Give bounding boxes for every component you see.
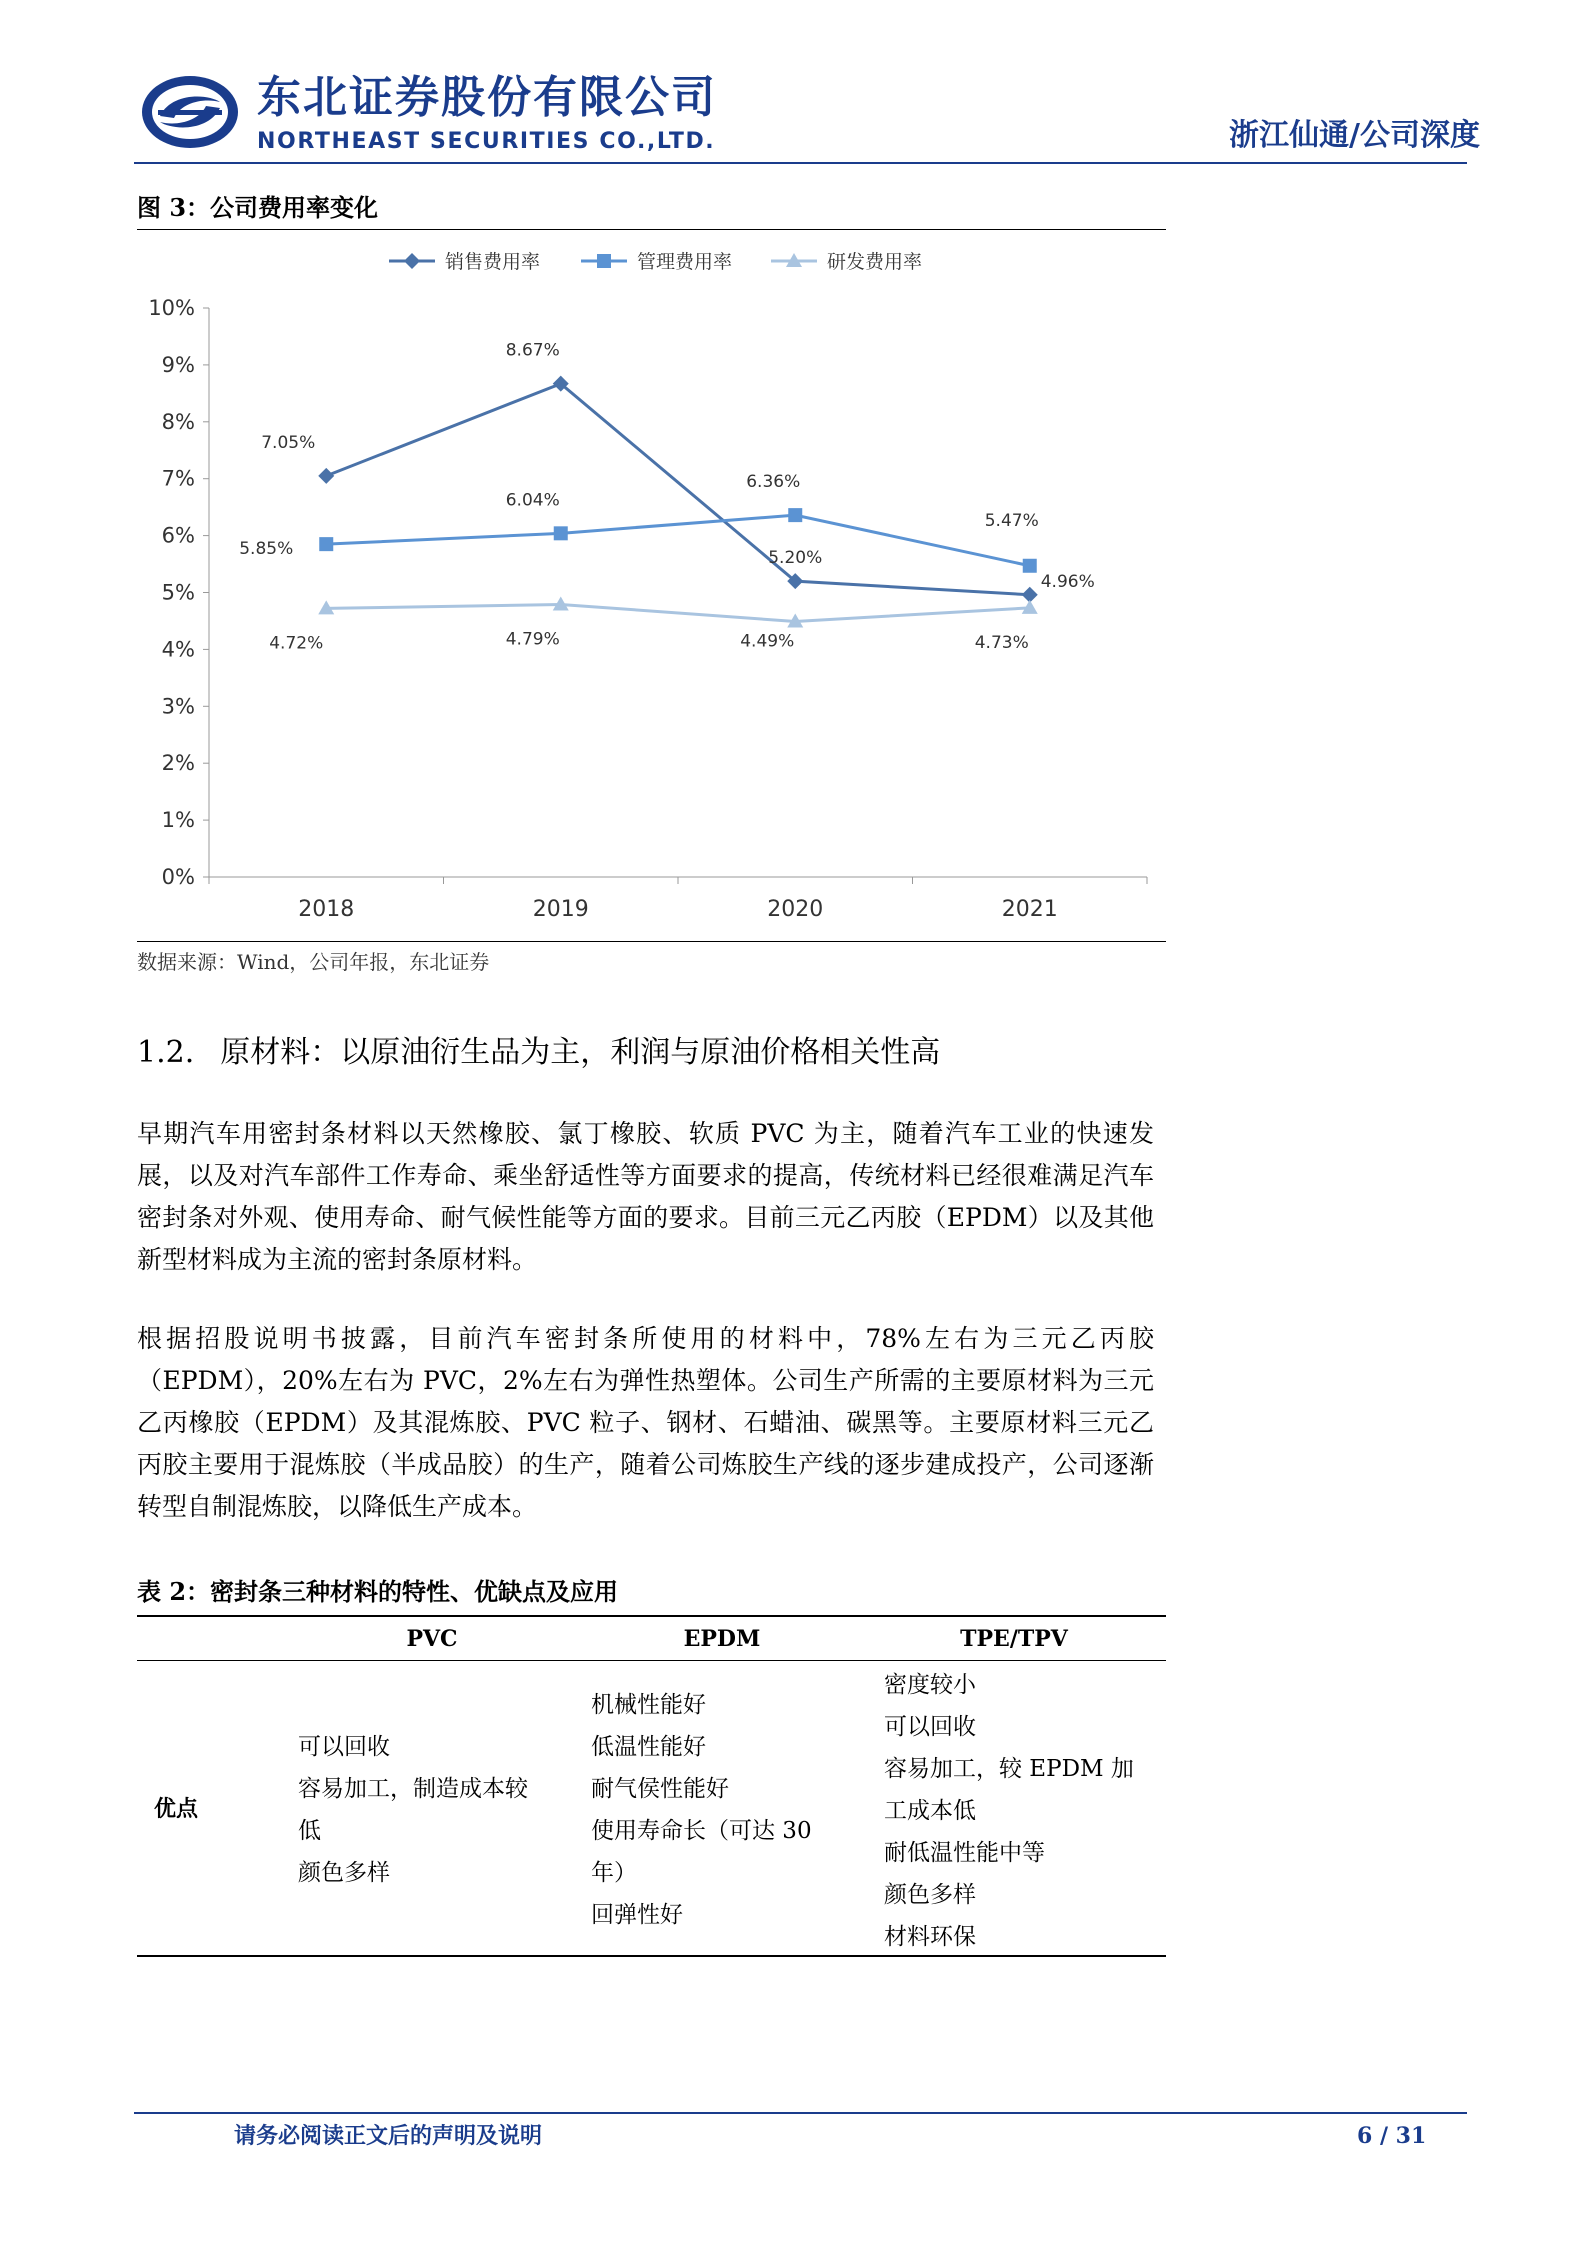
data-point-square [597,254,611,268]
y-tick-label: 1% [161,808,195,833]
series-line [326,515,1030,569]
series-line [326,384,1030,595]
document-tag: 浙江仙通/公司深度 [1229,118,1480,153]
chart-series [239,341,1095,654]
y-tick-label: 8% [161,409,195,434]
x-tick-label: 2018 [298,897,355,922]
expense-ratio-chart [137,232,1166,937]
figure-top-rule [137,229,1166,230]
x-tick-label: 2020 [767,897,824,922]
y-tick-label: 6% [161,523,195,548]
y-tick-label: 10% [148,296,195,320]
data-label: 6.04% [505,490,560,511]
data-label: 6.36% [746,472,801,493]
data-label: 4.96% [1040,571,1095,592]
company-logo-icon [138,72,242,152]
table-header-pvc: PVC [406,1626,458,1652]
legend-label: 销售费用率 [445,251,541,273]
table-line: 年） [591,1860,637,1886]
table-line: 低 [298,1818,321,1844]
series-line [326,604,1030,621]
data-point-square [319,537,333,551]
table-header-tpe: TPE/TPV [960,1626,1068,1652]
data-label: 8.67% [505,340,560,361]
table-line: 耐气侯性能好 [591,1776,729,1802]
x-tick-label: 2019 [532,897,589,922]
table-row-label: 优点 [154,1796,199,1822]
data-point-diamond [318,468,334,484]
table-line: 回弹性好 [591,1902,683,1928]
table-line: 容易加工，制造成本较 [298,1776,528,1802]
x-tick-label: 2021 [1001,897,1058,922]
y-tick-label: 2% [161,751,195,776]
table-line: 材料环保 [884,1924,976,1950]
figure-source: 数据来源：Wind，公司年报，东北证券 [137,950,490,974]
section-heading [137,1035,940,1071]
table-line: 颜色多样 [884,1882,976,1908]
data-point-diamond [404,253,420,269]
footer-notice: 请务必阅读正文后的声明及说明 [234,2123,543,2149]
table-cell-tpe [884,1664,1134,1958]
y-tick-label: 0% [161,865,195,889]
data-label: 5.85% [239,539,294,560]
data-label: 4.72% [269,633,324,654]
page-number: 6 / 31 [1357,2123,1427,2149]
y-tick-label: 7% [161,466,195,491]
table-line: 颜色多样 [298,1860,390,1886]
y-tick-label: 5% [161,580,195,605]
table-line: 可以回收 [298,1734,390,1760]
y-tick-label: 4% [161,637,195,662]
table-line: 低温性能好 [591,1734,706,1760]
table-line: 可以回收 [884,1714,976,1740]
table-line: 机械性能好 [591,1692,706,1718]
table-header-epdm: EPDM [683,1626,761,1652]
table-line: 容易加工，较 EPDM 加 [884,1756,1134,1782]
table-caption: 表 2：密封条三种材料的特性、优缺点及应用 [137,1577,619,1606]
data-label: 4.49% [740,631,795,652]
company-name-en: NORTHEAST SECURITIES CO.,LTD. [257,129,716,154]
paragraph-1: 早期汽车用密封条材料以天然橡胶、氯丁橡胶、软质 PVC 为主，随着汽车工业的快速发展，以及对汽车部件工作寿命、乘坐舒适性等方面要求的提高，传统材料已经很难满足汽车密封条对外观、使用寿命、耐气候性能等方面的要求。目前三元乙丙胶（EPDM）以及其他新型材料成为主流的密封条原材料。 [137,1119,1154,1274]
data-label: 5.20% [768,548,823,569]
data-label: 4.73% [974,632,1029,653]
data-point-square [554,526,568,540]
data-label: 5.47% [984,510,1039,531]
table-header-rule [137,1660,1166,1661]
paragraph-2: 根据招股说明书披露，目前汽车密封条所使用的材料中，78%左右为三元乙丙胶（EPDM），20%左右为 PVC，2%左右为弹性热塑体。公司生产所需的主要原材料为三元乙丙橡胶（EPDM）及其混炼胶、PVC 粒子、钢材、石蜡油、碳黑等。主要原材料三元乙丙胶主要用于混炼胶（半成品胶）的生产，随着公司炼胶生产线的逐步建成投产，公司逐渐转型自制混炼胶，以降低生产成本。 [137,1324,1154,1521]
data-point-square [788,508,802,522]
table-line: 密度较小 [884,1672,976,1698]
y-tick-label: 3% [161,694,195,719]
company-name-cn: 东北证券股份有限公司 [257,72,717,123]
legend-label: 研发费用率 [827,251,923,273]
data-label: 4.79% [505,629,560,650]
chart-legend [389,251,922,273]
table-cell-epdm [591,1684,812,1936]
data-point-square [1023,559,1037,573]
header-divider [134,162,1467,164]
table-line: 耐低温性能中等 [884,1840,1045,1866]
table-line: 工成本低 [884,1798,976,1824]
legend-label: 管理费用率 [637,251,733,273]
section-title: 原材料：以原油衍生品为主，利润与原油价格相关性高 [220,1035,941,1070]
table-line: 使用寿命长（可达 30 [591,1818,812,1844]
table-top-rule [137,1615,1166,1617]
table-bottom-rule [137,1955,1166,1957]
table-cell-pvc [298,1726,528,1894]
data-label: 7.05% [261,432,316,453]
figure-bottom-rule [137,941,1166,942]
figure-caption: 图 3：公司费用率变化 [137,193,379,222]
y-tick-label: 9% [161,352,195,377]
footer-divider [134,2112,1467,2114]
section-number: 1.2. [137,1035,195,1070]
